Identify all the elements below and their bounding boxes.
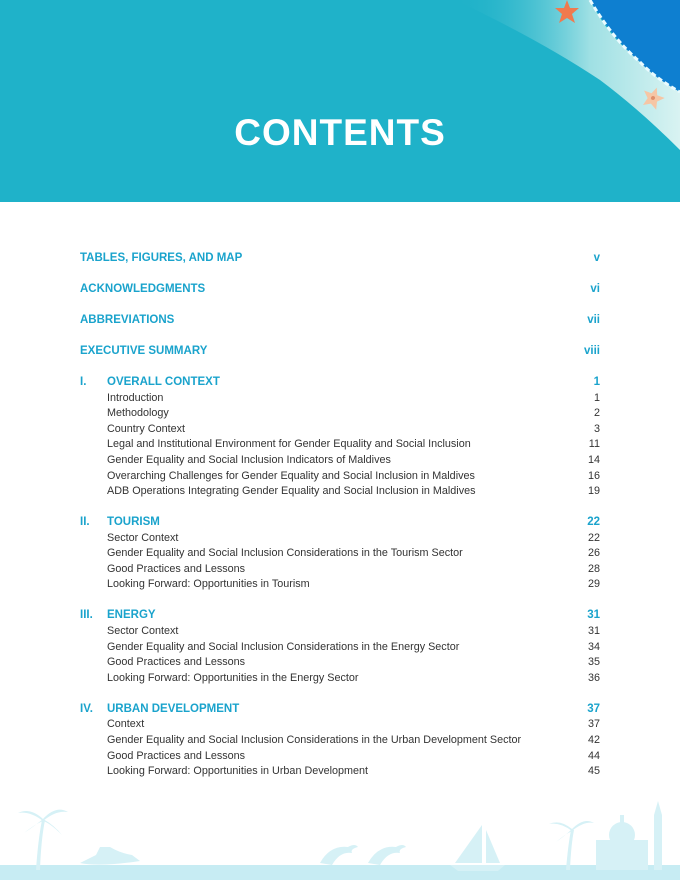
- toc-section-page: 35: [587, 656, 600, 669]
- toc-entry-front-matter[interactable]: [80, 282, 600, 298]
- palm-tree-icon: [18, 810, 68, 870]
- toc-chapter-title: ENERGY: [107, 609, 156, 622]
- toc-section-entry[interactable]: [80, 717, 600, 733]
- toc-section-entry[interactable]: [80, 671, 600, 687]
- toc-chapter-heading[interactable]: [80, 515, 600, 531]
- spacer: [80, 686, 600, 701]
- toc-entry-page: viii: [584, 344, 600, 357]
- toc-chapter-title: OVERALL CONTEXT: [107, 375, 220, 388]
- toc-section-entry[interactable]: [80, 577, 600, 593]
- toc-section-entry[interactable]: [80, 391, 600, 407]
- mosque-icon: [596, 815, 648, 870]
- toc-section-page: 44: [587, 749, 600, 762]
- toc-entry-front-matter[interactable]: [80, 251, 600, 267]
- table-of-contents: [80, 251, 600, 780]
- toc-section-title: ADB Operations Integrating Gender Equality and Social Inclusion in Maldives: [107, 485, 476, 498]
- toc-section-page: 34: [587, 640, 600, 653]
- toc-section-page: 26: [587, 547, 600, 560]
- toc-section-title: Good Practices and Lessons: [107, 562, 246, 575]
- jet-ski-icon: [80, 847, 140, 865]
- toc-section-entry[interactable]: [80, 469, 600, 485]
- toc-entry-title: ACKNOWLEDGMENTS: [80, 282, 206, 295]
- toc-section-title: Context: [107, 718, 145, 731]
- toc-chapter-page: 31: [587, 609, 600, 622]
- toc-chapter-number: I.: [80, 375, 87, 388]
- toc-section-page: 19: [587, 485, 600, 498]
- toc-section-page: 22: [587, 531, 600, 544]
- toc-section-entry[interactable]: [80, 484, 600, 500]
- toc-section-entry[interactable]: [80, 546, 600, 562]
- toc-section-entry[interactable]: [80, 624, 600, 640]
- toc-section-title: Sector Context: [107, 625, 179, 638]
- toc-section-page: 37: [587, 718, 600, 731]
- spacer: [80, 329, 600, 344]
- toc-section-entry[interactable]: [80, 437, 600, 453]
- toc-entry-front-matter[interactable]: [80, 344, 600, 360]
- toc-section-title: Methodology: [107, 407, 169, 420]
- spacer: [80, 593, 600, 608]
- toc-chapter-heading[interactable]: [80, 608, 600, 624]
- toc-chapter-heading[interactable]: [80, 702, 600, 718]
- spacer: [80, 500, 600, 515]
- toc-entry-title: EXECUTIVE SUMMARY: [80, 344, 208, 357]
- toc-entry-page: vi: [590, 282, 600, 295]
- toc-chapter-title: TOURISM: [107, 516, 160, 529]
- toc-section-entry[interactable]: [80, 406, 600, 422]
- toc-entry-title: ABBREVIATIONS: [80, 313, 175, 326]
- header-band: [0, 0, 680, 202]
- dolphin-icon: [368, 845, 406, 865]
- toc-section-title: Looking Forward: Opportunities in Tourism: [107, 578, 310, 591]
- toc-chapter-page: 1: [593, 375, 600, 388]
- dolphin-icon: [320, 845, 358, 865]
- toc-section-page: 36: [587, 671, 600, 684]
- toc-section-title: Overarching Challenges for Gender Equality and Social Inclusion in Maldives: [107, 469, 475, 482]
- toc-section-entry[interactable]: [80, 562, 600, 578]
- toc-entry-page: v: [593, 252, 600, 264]
- toc-section-title: Gender Equality and Social Inclusion Indicators of Maldives: [107, 453, 391, 466]
- spacer: [80, 360, 600, 375]
- spacer: [80, 298, 600, 313]
- toc-section-title: Legal and Institutional Environment for Gender Equality and Social Inclusion: [107, 438, 471, 451]
- toc-section-title: Gender Equality and Social Inclusion Considerations in the Urban Development Sector: [107, 733, 522, 746]
- toc-section-page: 3: [593, 422, 600, 435]
- toc-section-entry[interactable]: [80, 733, 600, 749]
- sailboat-icon: [450, 825, 505, 871]
- beach-decoration: [0, 0, 680, 202]
- toc-section-title: Sector Context: [107, 531, 179, 544]
- toc-section-page: 42: [587, 733, 600, 746]
- toc-section-entry[interactable]: [80, 531, 600, 547]
- toc-section-title: Looking Forward: Opportunities in Urban Development: [107, 765, 369, 778]
- toc-entry-page: vii: [587, 313, 600, 326]
- toc-section-title: Good Practices and Lessons: [107, 749, 246, 762]
- toc-section-title: Looking Forward: Opportunities in the Energy Sector: [107, 671, 359, 684]
- minaret-icon: [654, 801, 662, 870]
- toc-section-page: 14: [587, 453, 600, 466]
- spacer: [80, 267, 600, 282]
- footer-water: [0, 865, 680, 880]
- toc-section-entry[interactable]: [80, 640, 600, 656]
- toc-chapter-number: IV.: [80, 702, 94, 715]
- toc-section-page: 28: [587, 562, 600, 575]
- palm-tree-icon: [549, 821, 594, 870]
- toc-chapter-title: URBAN DEVELOPMENT: [107, 702, 240, 715]
- toc-chapter-number: III.: [80, 609, 93, 622]
- toc-section-page: 2: [593, 407, 600, 420]
- toc-section-title: Gender Equality and Social Inclusion Considerations in the Energy Sector: [107, 640, 460, 653]
- toc-section-page: 11: [588, 438, 600, 451]
- toc-section-entry[interactable]: [80, 453, 600, 469]
- toc-section-page: 45: [587, 765, 600, 778]
- toc-section-page: 16: [587, 469, 600, 482]
- toc-section-title: Gender Equality and Social Inclusion Considerations in the Tourism Sector: [107, 547, 463, 560]
- toc-chapter-page: 37: [587, 702, 600, 715]
- toc-section-page: 31: [587, 625, 600, 638]
- toc-section-entry[interactable]: [80, 749, 600, 765]
- toc-section-entry[interactable]: [80, 764, 600, 780]
- toc-chapter-number: II.: [80, 516, 90, 529]
- footer-silhouettes: [0, 795, 680, 880]
- toc-chapter-heading[interactable]: [80, 375, 600, 391]
- toc-section-page: 1: [593, 391, 600, 404]
- page-title: CONTENTS: [234, 112, 446, 153]
- toc-section-title: Country Context: [107, 422, 186, 435]
- toc-section-page: 29: [587, 578, 600, 591]
- toc-chapter-page: 22: [587, 516, 600, 529]
- toc-section-title: Good Practices and Lessons: [107, 656, 246, 669]
- toc-section-title: Introduction: [107, 391, 164, 404]
- toc-entry-front-matter[interactable]: [80, 313, 600, 329]
- toc-entry-title: TABLES, FIGURES, AND MAP: [80, 252, 243, 264]
- toc-section-entry[interactable]: [80, 655, 600, 671]
- toc-section-entry[interactable]: [80, 422, 600, 438]
